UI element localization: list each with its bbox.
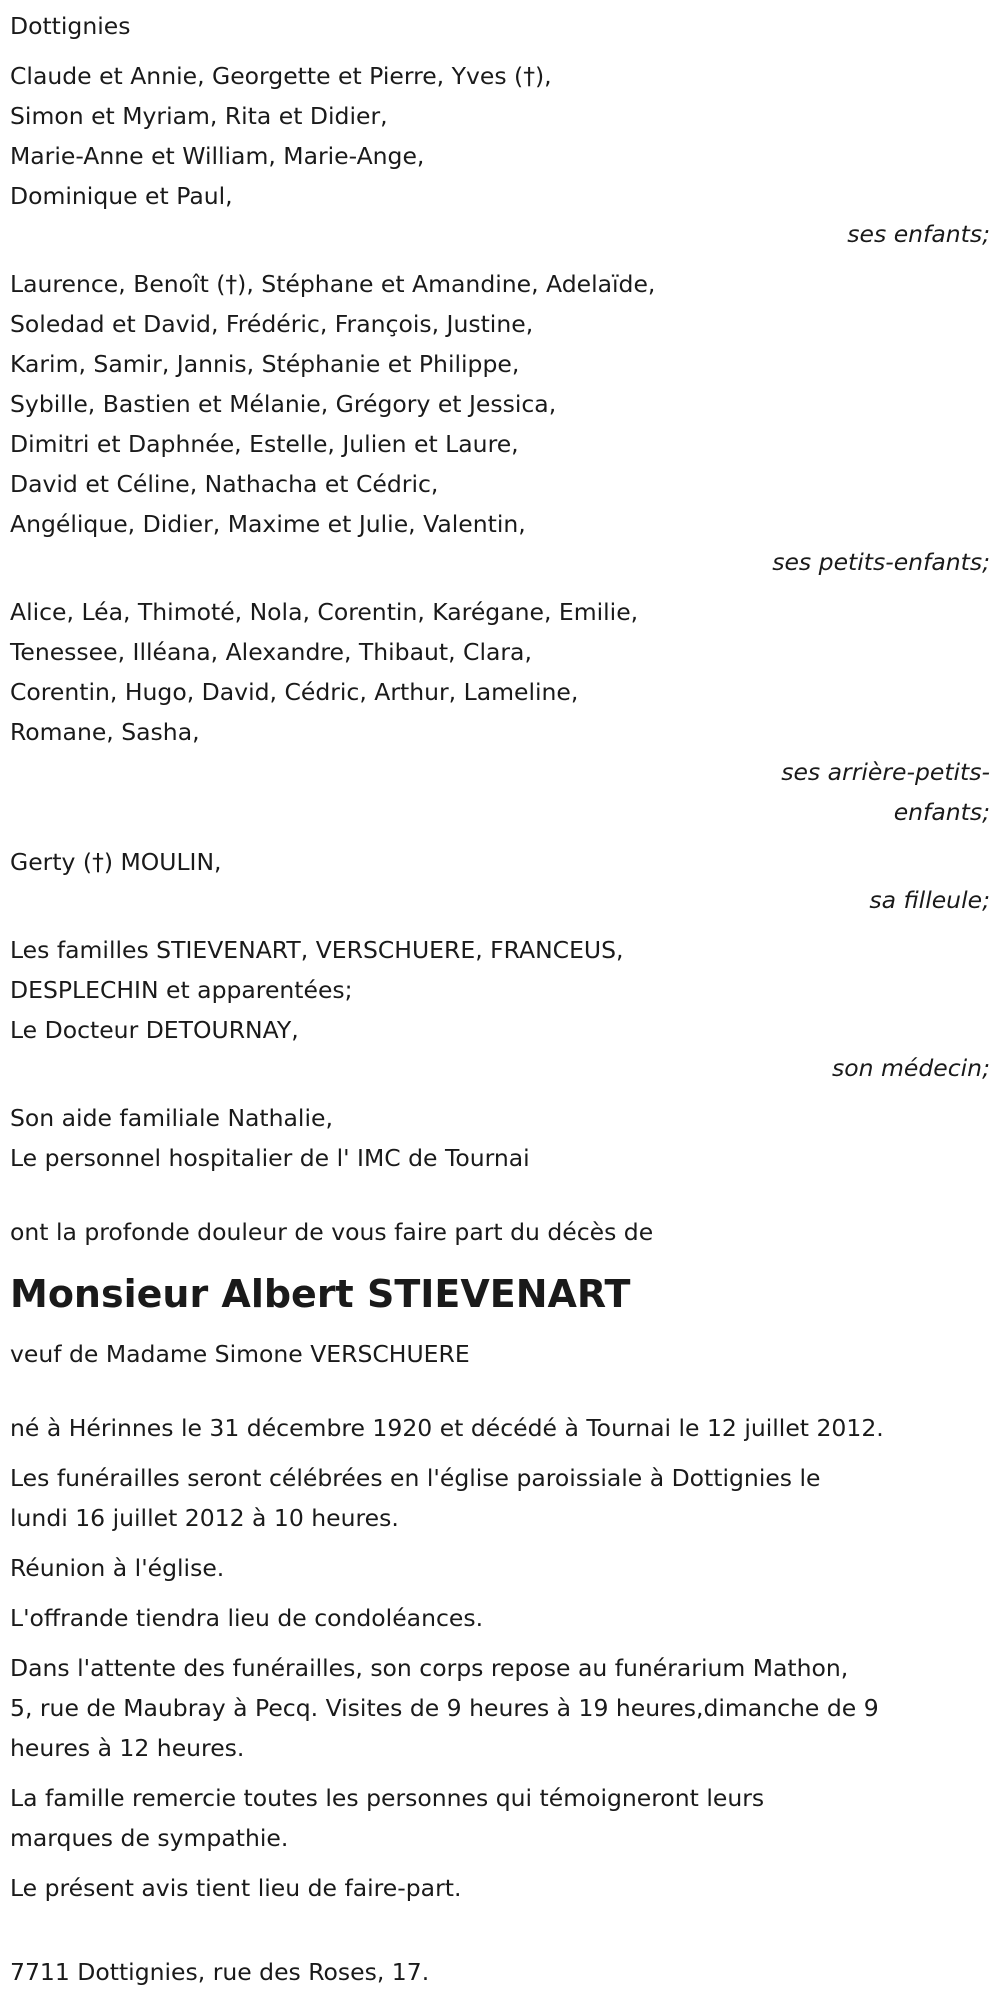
relation-label: sa filleule; [869, 886, 990, 914]
obituary-notice [10, 6, 992, 1992]
family-line: David et Céline, Nathacha et Cédric, [10, 470, 439, 498]
detail-line: Réunion à l'église. [10, 1554, 225, 1582]
family-group-children [10, 56, 992, 254]
detail-line: 5, rue de Maubray à Pecq. Visites de 9 heures à 19 heures,dimanche de 9 [10, 1694, 879, 1722]
detail-line: La famille remercie toutes les personnes qui témoigneront leurs [10, 1784, 765, 1812]
family-line: Soledad et David, Frédéric, François, Justine, [10, 310, 534, 338]
relation-label: ses arrière-petits- [781, 758, 990, 786]
family-group-great-grandchildren [10, 592, 992, 832]
family-line: Simon et Myriam, Rita et Didier, [10, 102, 388, 130]
family-line: Angélique, Didier, Maxime et Julie, Valentin, [10, 510, 526, 538]
detail-line: Les funérailles seront célébrées en l'église paroissiale à Dottignies le [10, 1464, 821, 1492]
family-group-caregivers [10, 1098, 992, 1178]
family-line: Corentin, Hugo, David, Cédric, Arthur, Lameline, [10, 678, 579, 706]
detail-line: heures à 12 heures. [10, 1734, 245, 1762]
family-line: Sybille, Bastien et Mélanie, Grégory et Jessica, [10, 390, 557, 418]
relation-label: enfants; [893, 798, 990, 826]
family-line: Gerty (†) MOULIN, [10, 848, 222, 876]
relation-label: son médecin; [832, 1054, 990, 1082]
family-line: Laurence, Benoît (†), Stéphane et Amandine, Adelaïde, [10, 270, 656, 298]
family-line: Le personnel hospitalier de l' IMC de Tournai [10, 1144, 530, 1172]
location-header: Dottignies [10, 12, 131, 40]
details-section [10, 1408, 992, 1908]
address: 7711 Dottignies, rue des Roses, 17. [10, 1958, 430, 1986]
family-line: Karim, Samir, Jannis, Stéphanie et Philippe, [10, 350, 520, 378]
family-line: Marie-Anne et William, Marie-Ange, [10, 142, 425, 170]
detail-line: L'offrande tiendra lieu de condoléances. [10, 1604, 484, 1632]
family-group-goddaughter [10, 842, 992, 920]
family-line: Claude et Annie, Georgette et Pierre, Yves (†), [10, 62, 552, 90]
detail-line: marques de sympathie. [10, 1824, 289, 1852]
birth-death-details [10, 1408, 985, 1448]
funerarium-details [10, 1648, 985, 1768]
family-line: Les familles STIEVENART, VERSCHUERE, FRANCEUS, [10, 936, 624, 964]
relation-label: ses petits-enfants; [772, 548, 990, 576]
detail-line: lundi 16 juillet 2012 à 10 heures. [10, 1504, 399, 1532]
family-line: Dimitri et Daphnée, Estelle, Julien et Laure, [10, 430, 519, 458]
funeral-details [10, 1458, 985, 1538]
family-line: Son aide familiale Nathalie, [10, 1104, 333, 1132]
family-group-grandchildren [10, 264, 992, 582]
family-line: Le Docteur DETOURNAY, [10, 1016, 299, 1044]
family-group-doctor [10, 930, 992, 1088]
announcement-text: ont la profonde douleur de vous faire part du décès de [10, 1218, 654, 1246]
offering-details [10, 1598, 985, 1638]
detail-line: Le présent avis tient lieu de faire-part. [10, 1874, 462, 1902]
family-line: Dominique et Paul, [10, 182, 233, 210]
detail-line: né à Hérinnes le 31 décembre 1920 et décédé à Tournai le 12 juillet 2012. [10, 1414, 884, 1442]
family-line: Romane, Sasha, [10, 718, 200, 746]
family-line: DESPLECHIN et apparentées; [10, 976, 353, 1004]
gathering-details [10, 1548, 985, 1588]
family-line: Alice, Léa, Thimoté, Nola, Corentin, Karégane, Emilie, [10, 598, 639, 626]
deceased-name: Monsieur Albert STIEVENART [10, 1272, 631, 1316]
thanks-details [10, 1778, 985, 1858]
detail-line: Dans l'attente des funérailles, son corps repose au funérarium Mathon, [10, 1654, 849, 1682]
family-line: Tenessee, Illéana, Alexandre, Thibaut, Clara, [10, 638, 532, 666]
notice-details [10, 1868, 985, 1908]
relation-label: ses enfants; [847, 220, 990, 248]
spouse-line: veuf de Madame Simone VERSCHUERE [10, 1340, 470, 1368]
